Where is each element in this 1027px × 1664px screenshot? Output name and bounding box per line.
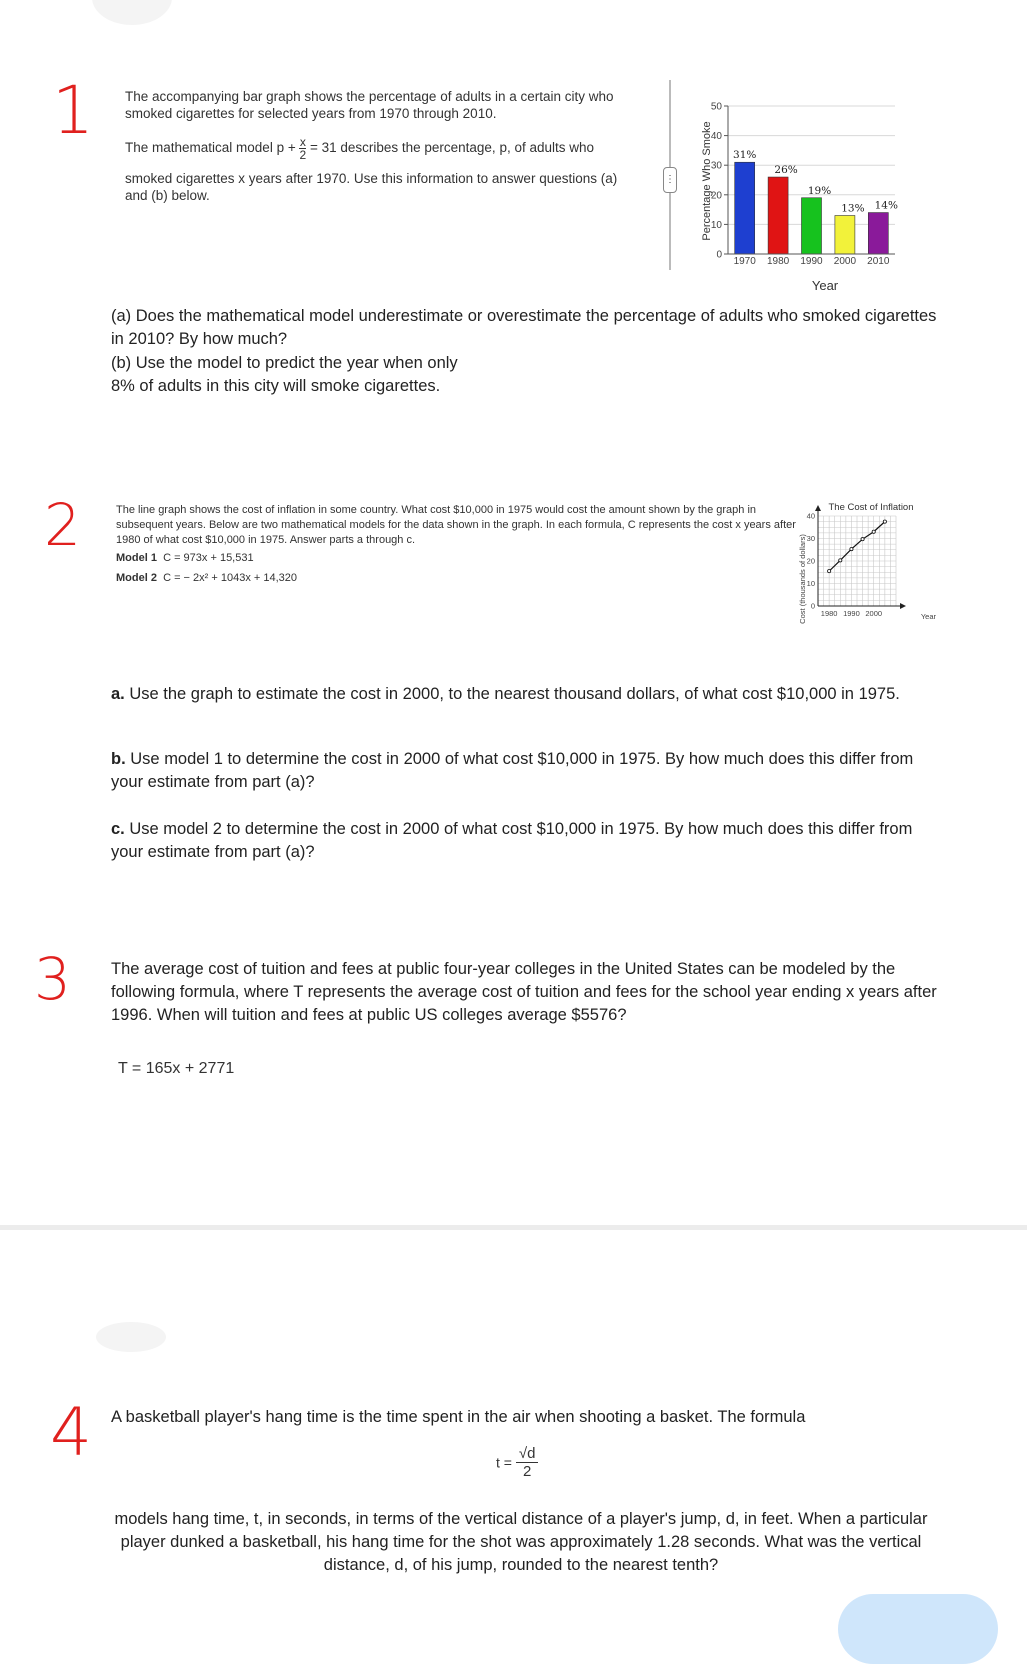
model-fraction-den: 2: [299, 148, 307, 162]
question-a-text: Use the graph to estimate the cost in 2000, to the nearest thousand dollars, of what cost $10,000 in 1975.: [129, 685, 900, 703]
bar-y-tick-label: 50: [710, 101, 722, 113]
bar-1970: [735, 162, 755, 254]
line-y-tick-label: 10: [806, 579, 815, 588]
question-a-label: a.: [111, 685, 125, 703]
bar-value-label: 19%: [807, 184, 832, 197]
line-y-tick-label: 40: [806, 511, 815, 521]
bar-y-tick-label: 0: [716, 249, 722, 261]
problem-4-text-1: A basketball player's hang time is the time spent in the air when shooting a basket. The formula: [111, 1408, 806, 1426]
problem-2-model-2: [116, 571, 297, 586]
bar-value-label: 26%: [774, 164, 798, 177]
problem-number-1: 1: [52, 72, 94, 149]
problem-3-formula: T = 165x + 2771: [118, 1060, 235, 1077]
bar-1990: [802, 198, 822, 254]
bar-x-tick-label: 1970: [733, 256, 756, 267]
bar-chart-bars: [735, 162, 889, 254]
question-c-label: c.: [111, 820, 125, 838]
model-fraction: [299, 136, 306, 161]
bar-x-tick-label: 1980: [766, 256, 790, 267]
bar-y-tick-label: 20: [710, 190, 722, 202]
bar-2000: [835, 216, 855, 254]
model-post: = 31 describes the percentage, p, of adults who: [309, 140, 594, 156]
model-2-formula: C = − 2x² + 1043x + 14,320: [163, 572, 298, 584]
bar-x-tick-label: 2010: [867, 256, 890, 267]
floating-action-button[interactable]: [838, 1594, 998, 1664]
problem-2-question-c: [111, 818, 941, 864]
problem-1-intro: The accompanying bar graph shows the percentage of adults in a certain city who smoked cigarettes for selected years from 1970 through 2010.: [125, 89, 614, 121]
line-x-tick-label: 1990: [843, 609, 860, 618]
problem-4-text-2: models hang time, t, in seconds, in terms of the vertical distance of a player's jump, d, in feet. When a particular player dunked a basketball, his hang time for the shot was approximately 1.28 seconds. What was the vertical distance, d, of his jump, rounded to the nearest tenth?: [114, 1510, 928, 1574]
line-point: [872, 530, 875, 533]
bar-chart-y-axis-label: Percentage Who Smoke: [701, 121, 713, 241]
question-b-text: Use model 1 to determine the cost in 2000 of what cost $10,000 in 1975. By how much does this differ from your estimate from part (a)?: [111, 750, 914, 791]
bar-x-tick-label: 1990: [800, 256, 823, 267]
problem-2-model-1: [116, 551, 254, 566]
bar-y-tick-label: 40: [710, 131, 722, 143]
bar-value-label: 14%: [874, 199, 898, 212]
bar-value-label: 13%: [841, 202, 865, 215]
problem-2-intro: The line graph shows the cost of inflation in some country. What cost $10,000 in 1975 would cost the amount shown by the graph in subsequent years. Below are two mathematical models for the data shown in the graph. In each formula, C represents the cost x years after 1980 of what cost $10,000 in 1975. Answer parts a through c.: [116, 504, 796, 546]
y-axis-arrow: [815, 505, 821, 511]
line-y-tick-label: 0: [810, 601, 815, 611]
problem-2-question-a: [111, 683, 931, 706]
bar-chart-y-ticks: [711, 102, 728, 261]
x-axis-arrow: [900, 603, 906, 609]
inflation-line-chart: [796, 501, 946, 646]
line-point: [883, 520, 886, 523]
problem-1-model-line: [125, 136, 645, 161]
hang-time-formula: [496, 1445, 538, 1480]
line-point: [828, 570, 831, 573]
problem-3-text: The average cost of tuition and fees at public four-year colleges in the United States can be modeled by the following formula, where T represents the average cost of tuition and fees for the school year ending x years after 1996. When will tuition and fees at public US colleges average $5576?: [111, 960, 937, 1024]
problem-1-question-a: (a) Does the mathematical model underestimate or overestimate the percentage of adults who smoked cigarettes in 2010? By how much?: [111, 307, 937, 348]
formula-den: 2: [516, 1462, 539, 1480]
problem-number-2: 2: [44, 491, 81, 559]
page-divider: [0, 1225, 1027, 1230]
formula-fraction: [516, 1445, 539, 1480]
line-point: [850, 547, 853, 550]
bar-value-label: 31%: [733, 149, 757, 162]
problem-number-3: 3: [34, 945, 71, 1013]
line-chart-grid: [818, 516, 896, 606]
problem-1-model-cont: smoked cigarettes x years after 1970. Use this information to answer questions (a) and (b) below.: [125, 171, 618, 203]
model-1-label: Model 1: [116, 552, 157, 564]
question-c-text: Use model 2 to determine the cost in 2000 of what cost $10,000 in 1975. By how much does this differ from your estimate from part (a)?: [111, 820, 913, 861]
line-x-tick-label: 2000: [865, 609, 883, 618]
bar-x-tick-label: 2000: [833, 256, 857, 267]
model-fraction-num: x: [299, 135, 306, 149]
line-chart-x-axis-label: Year: [920, 612, 936, 621]
bar-chart-x-axis-label: Year: [811, 278, 839, 293]
bar-1980: [768, 177, 788, 254]
problem-1-question-b: (b) Use the model to predict the year when only 8% of adults in this city will smoke cigarettes.: [111, 354, 458, 395]
line-point: [861, 538, 864, 541]
line-x-tick-label: 1980: [820, 609, 838, 618]
smoking-bar-chart: [690, 96, 940, 296]
bar-chart-x-ticks: [734, 256, 890, 267]
line-chart-y-ticks: [807, 512, 815, 611]
line-point: [839, 559, 842, 562]
problem-number-4: 4: [50, 1394, 92, 1471]
faded-blob-mid: [96, 1322, 166, 1352]
line-y-tick-label: 30: [806, 534, 815, 543]
line-chart-x-ticks: [821, 609, 882, 618]
expand-handle-button[interactable]: ⋮: [663, 167, 677, 193]
question-b-label: b.: [111, 750, 126, 768]
model-1-formula: C = 973x + 15,531: [163, 552, 254, 564]
bar-y-tick-label: 30: [710, 160, 722, 172]
formula-lhs: t =: [496, 1454, 512, 1471]
line-y-tick-label: 20: [806, 556, 815, 566]
bar-y-tick-label: 10: [710, 219, 722, 231]
faded-blob-top: [92, 0, 172, 25]
formula-num: √d: [518, 1445, 536, 1462]
model-2-label: Model 2: [116, 572, 157, 584]
bar-2010: [868, 213, 888, 254]
line-chart-axes: [815, 505, 906, 609]
problem-2-question-b: [111, 748, 941, 794]
model-pre: The mathematical model p +: [125, 140, 296, 156]
line-chart-title: The Cost of Inflation: [828, 502, 914, 513]
line-chart-y-axis-label: Cost (thousands of dollars): [798, 534, 807, 624]
